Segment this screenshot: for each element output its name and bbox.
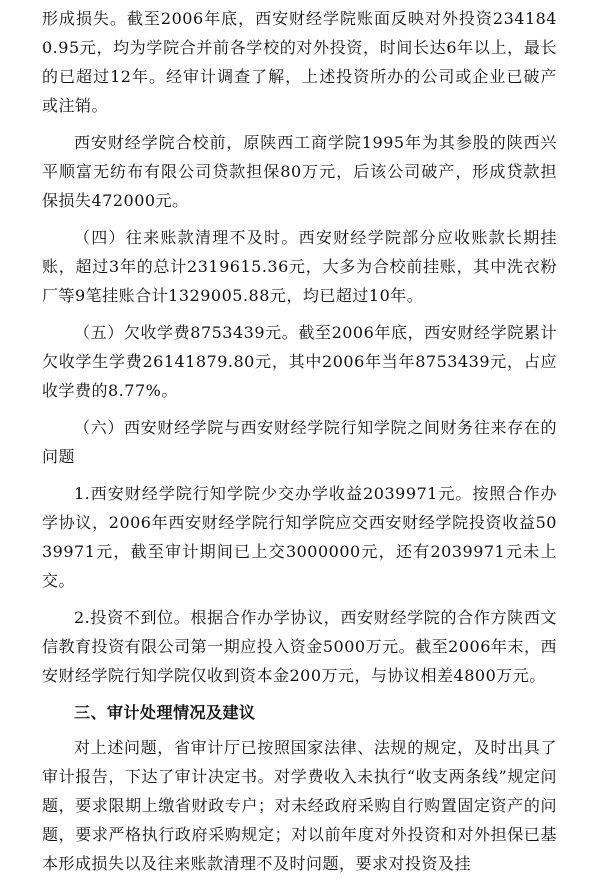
paragraph-underpaid-revenue: 1.西安财经学院行知学院少交办学收益2039971元。按照合作办学协议，2006年西安财经学院行知学院应交西安财经学院投资收益5039971元，截至审计期间已上交3000000元，还有2039971元未上交。 (42, 484, 557, 590)
paragraph-investment-losses: 形成损失。截至2006年底，西安财经学院账面反映对外投资2341840.95元，均为学院合并前各学校的对外投资，时间长达6年以上，最长的已超过12年。经审计调查了解，上述投资所办的公司或企业已破产或注销。 (42, 9, 557, 115)
paragraph-investment-shortfall: 2.投资不到位。根据合作办学协议，西安财经学院的合作方陕西文信教育投资有限公司第一期应投入资金5000万元。截至2006年末，西安财经学院行知学院仅收到资本金200万元，与协议相差4800万元。 (42, 608, 557, 685)
document-body (42, 4, 557, 886)
paragraph-accounts-receivable: （四）往来账款清理不及时。西安财经学院部分应收账款长期挂账，超过3年的总计2319615.36元，大多为合校前挂账，其中洗衣粉厂等9笔挂账合计1329005.88元，均已超过10年。 (42, 228, 557, 305)
paragraph-audit-handling: 对上述问题，省审计厅已按照国家法律、法规的规定，及时出具了审计报告，下达了审计决定书。对学费收入未执行“收支两条线”规定问题，要求限期上缴省财政专户；对未经政府采购自行购置固定资产的问题，要求严格执行政府采购规定；对以前年度对外投资和对外担保已基本形成损失以及往来账款清理不及时问题，要求对投资及挂 (42, 738, 557, 873)
paragraph-unpaid-tuition: （五）欠收学费8753439元。截至2006年底，西安财经学院累计欠收学生学费26141879.80元，其中2006年当年8753439元，占应收学费的8.77%。 (42, 323, 557, 400)
section-heading: 三、审计处理情况及建议 (74, 703, 256, 722)
paragraph-affiliate-finance-issues: （六）西安财经学院与西安财经学院行知学院之间财务往来存在的问题 (42, 418, 557, 466)
paragraph-loan-guarantee-loss: 西安财经学院合校前，原陕西工商学院1995年为其参股的陕西兴平顺富无纺布有限公司贷款担保80万元，后该公司破产，形成贷款担保损失472000元。 (42, 133, 557, 210)
